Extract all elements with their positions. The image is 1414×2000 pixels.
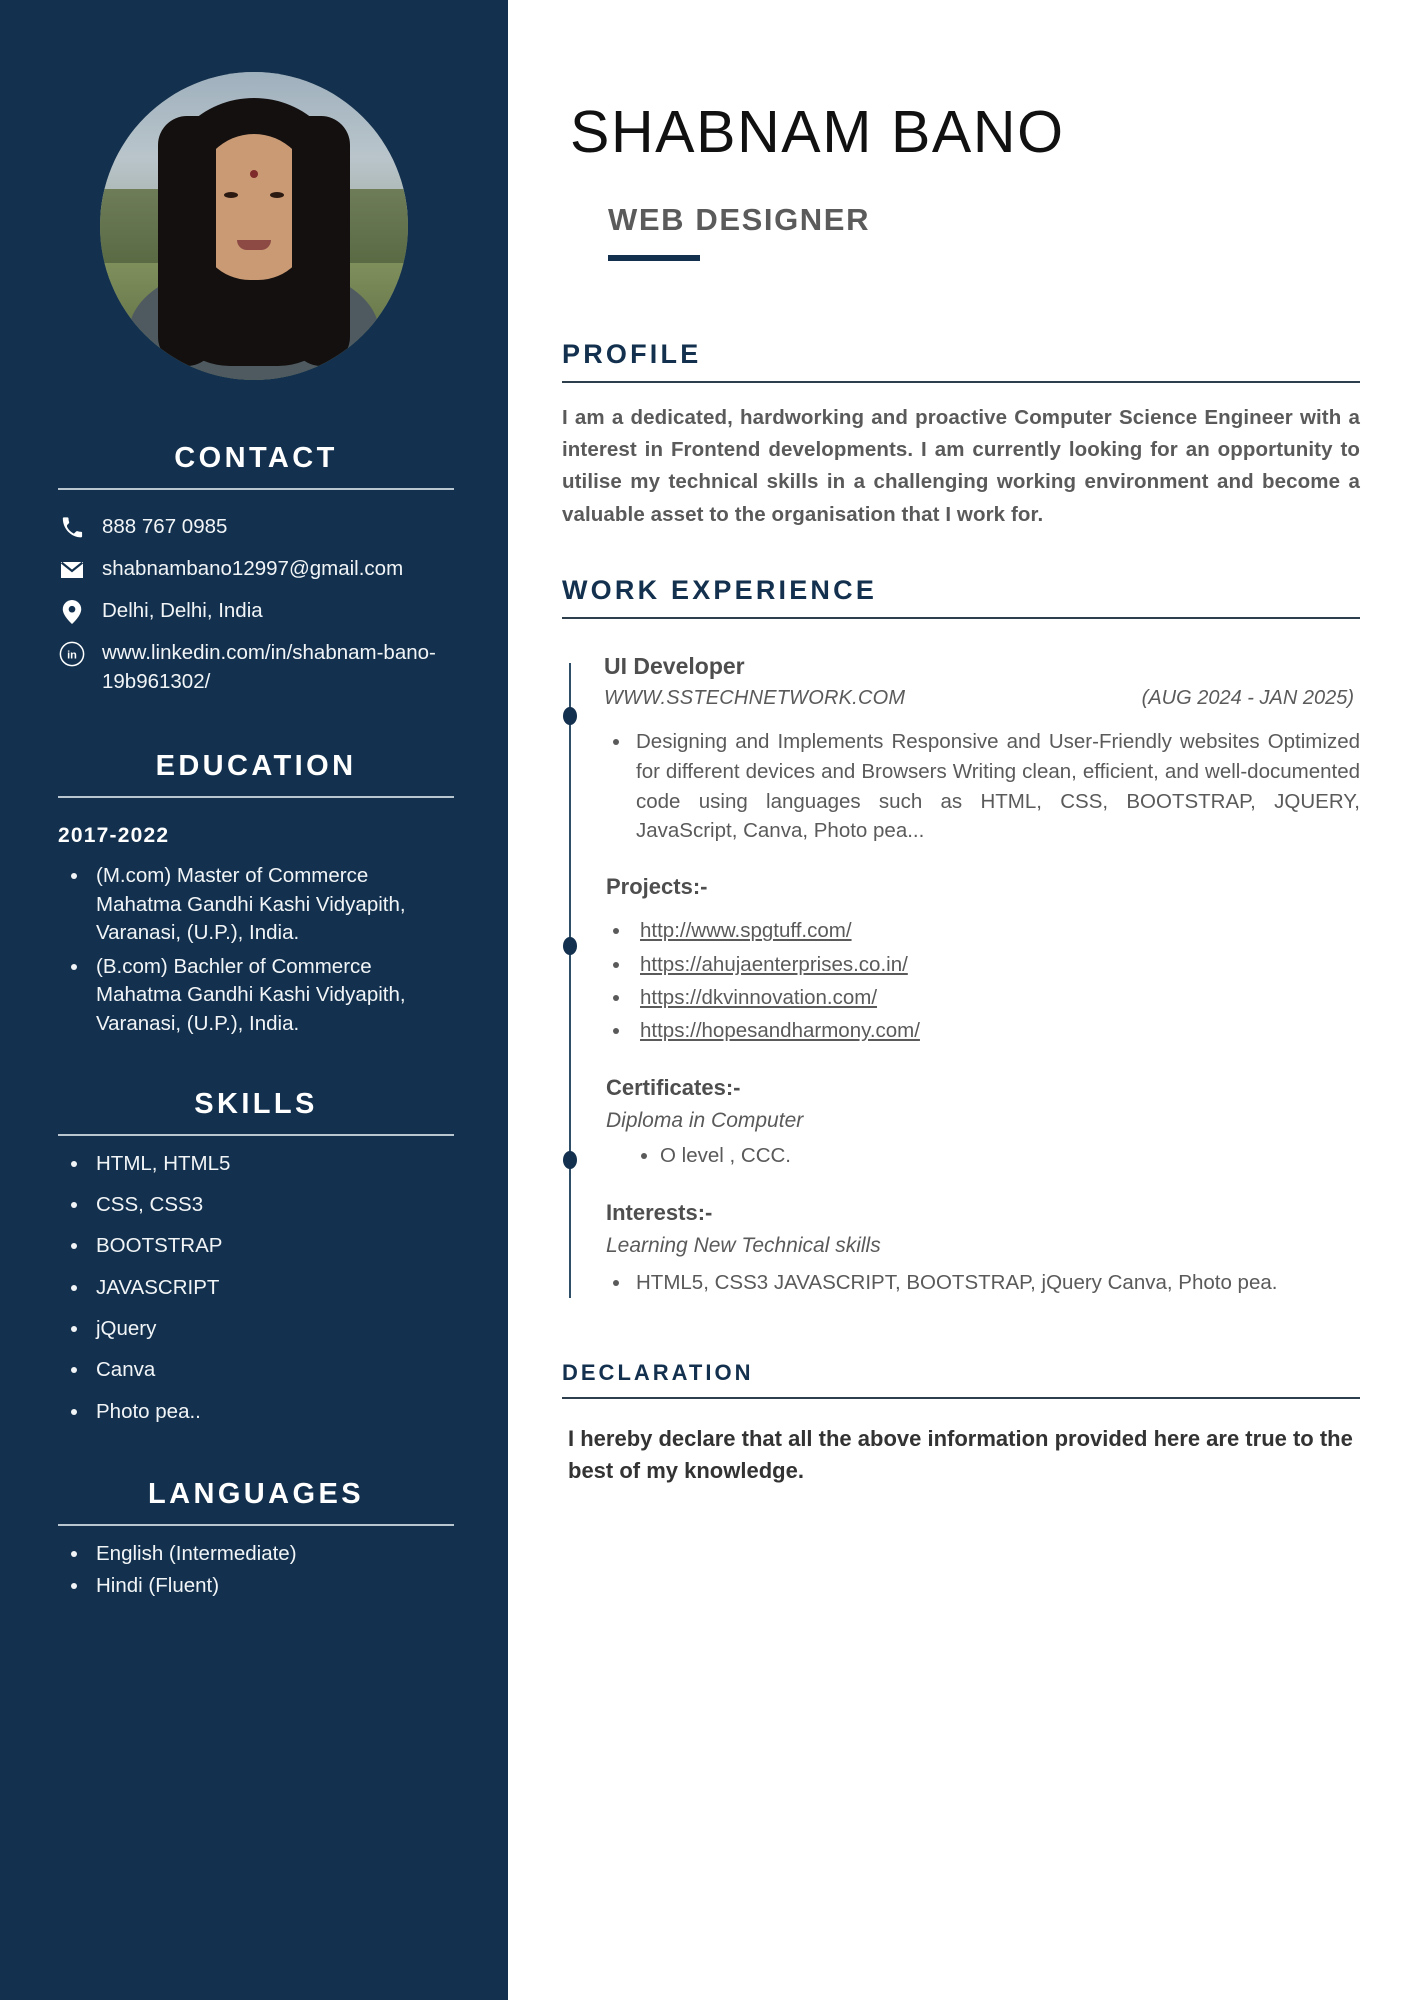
contact-heading: CONTACT (174, 442, 338, 474)
certificates-heading: Certificates:- (606, 1075, 741, 1101)
languages-heading: LANGUAGES (148, 1477, 364, 1510)
list-item: • JAVASCRIPT (90, 1274, 454, 1302)
job-company: WWW.SSTECHNETWORK.COM (604, 686, 906, 709)
list-item: • Photo pea.. (90, 1398, 454, 1426)
role-wrapper (608, 202, 870, 261)
list-item: • Designing and Implements Responsive and User-Friendly websites Optimized for different devices and Browsers Writing clean, efficient, and well-documented code using languages such as HTML, CSS, BOOTSTRAP, JQUERY, JavaScript, Canva, Photo pea... (632, 727, 1360, 847)
list-item: • O level , CCC. (660, 1141, 1360, 1172)
contact-section (0, 442, 508, 696)
skills-list (58, 1150, 454, 1426)
avatar (100, 72, 408, 380)
work-experience-divider (562, 617, 1360, 619)
envelope-icon (58, 556, 86, 584)
list-item: • (M.com) Master of Commerce Mahatma Gandhi Kashi Vidyapith, Varanasi, (U.P.), India. (90, 862, 454, 947)
project-link[interactable]: https://hopesandharmony.com/ (640, 1018, 920, 1042)
skills-divider (58, 1134, 454, 1136)
education-divider (58, 796, 454, 798)
role-underline (608, 255, 700, 261)
profile-heading: PROFILE (562, 339, 702, 369)
work-timeline (562, 653, 1360, 1298)
job-duties-list (596, 727, 1360, 847)
list-item: • HTML, HTML5 (90, 1150, 454, 1178)
photo-hair-left (158, 116, 216, 366)
photo-eye-right (270, 192, 284, 198)
role-title: WEB DESIGNER (608, 202, 871, 237)
project-link[interactable]: http://www.spgtuff.com/ (640, 919, 852, 943)
location-pin-icon (58, 598, 86, 626)
languages-divider (58, 1524, 454, 1526)
education-list (58, 862, 454, 1038)
certificates-subtitle: Diploma in Computer (606, 1109, 804, 1133)
profile-section (562, 339, 1360, 531)
projects-heading: Projects:- (606, 874, 708, 900)
interests-subtitle: Learning New Technical skills (606, 1233, 881, 1257)
job-title: UI Developer (604, 652, 745, 679)
profile-text: I am a dedicated, hardworking and proactive Computer Science Engineer with a interest in Frontend developments. I am currently looking for an opportunity to utilise my technical skills in a challenging working environment and become a valuable asset to the organisation that I work for. (562, 406, 1360, 526)
list-item: • English (Intermediate) (90, 1540, 454, 1568)
interests-heading: Interests:- (606, 1199, 713, 1225)
list-item: • jQuery (90, 1315, 454, 1343)
declaration-divider (562, 1397, 1360, 1399)
sidebar (0, 0, 508, 2000)
declaration-heading: DECLARATION (562, 1359, 754, 1385)
contact-item-email[interactable] (58, 554, 454, 584)
declaration-text: I hereby declare that all the above information provided here are true to the best of my knowledge. (568, 1425, 1353, 1483)
page-title: SHABNAM BANO (570, 99, 1065, 165)
skills-section (0, 1088, 508, 1426)
list-item[interactable] (632, 981, 1360, 1014)
project-link[interactable]: https://ahujaenterprises.co.in/ (640, 952, 908, 976)
contact-item-linkedin[interactable] (58, 638, 454, 696)
contact-list (58, 512, 454, 696)
avatar-wrapper (0, 0, 508, 380)
certificates-list (596, 1141, 1360, 1172)
education-heading: EDUCATION (155, 750, 357, 783)
job-meta-row (604, 687, 1360, 710)
main-content (508, 0, 1414, 2000)
interests-list (596, 1268, 1360, 1298)
contact-item-location[interactable] (58, 596, 454, 626)
languages-section (0, 1478, 508, 1601)
svg-text:in: in (67, 649, 77, 662)
list-item: • BOOTSTRAP (90, 1232, 454, 1260)
list-item: • Hindi (Fluent) (90, 1572, 454, 1600)
photo-mouth (237, 240, 271, 250)
list-item[interactable] (632, 1014, 1360, 1047)
photo-hair-right (292, 116, 350, 366)
declaration-section (562, 1360, 1360, 1487)
photo-bindi (250, 170, 258, 178)
photo-eye-left (224, 192, 238, 198)
languages-list (58, 1540, 454, 1601)
contact-item-phone[interactable] (58, 512, 454, 542)
work-experience-heading: WORK EXPERIENCE (562, 574, 878, 605)
list-item[interactable] (632, 914, 1360, 947)
projects-list (596, 914, 1360, 1047)
contact-linkedin-value: www.linkedin.com/in/shabnam-bano-19b961302/ (102, 641, 436, 694)
job-dates: (AUG 2024 - JAN 2025) (1141, 686, 1354, 709)
list-item[interactable] (632, 948, 1360, 981)
list-item: • Canva (90, 1356, 454, 1384)
list-item: • HTML5, CSS3 JAVASCRIPT, BOOTSTRAP, jQuery Canva, Photo pea. (632, 1268, 1360, 1298)
contact-divider (58, 488, 454, 490)
timeline-dot (563, 937, 577, 955)
list-item: • CSS, CSS3 (90, 1191, 454, 1219)
education-years: 2017-2022 (58, 824, 170, 848)
profile-divider (562, 381, 1360, 383)
list-item: • (B.com) Bachler of Commerce Mahatma Gandhi Kashi Vidyapith, Varanasi, (U.P.), India. (90, 953, 454, 1038)
education-section (0, 750, 508, 1038)
work-experience-section (562, 575, 1360, 1298)
contact-phone-value: 888 767 0985 (102, 515, 228, 538)
contact-email-value: shabnambano12997@gmail.com (102, 557, 404, 580)
skills-heading: SKILLS (194, 1087, 318, 1120)
timeline-dot (563, 707, 577, 725)
contact-location-value: Delhi, Delhi, India (102, 599, 263, 622)
timeline-dot (563, 1151, 577, 1169)
linkedin-icon (58, 640, 86, 668)
project-link[interactable]: https://dkvinnovation.com/ (640, 985, 878, 1009)
phone-icon (58, 514, 86, 542)
